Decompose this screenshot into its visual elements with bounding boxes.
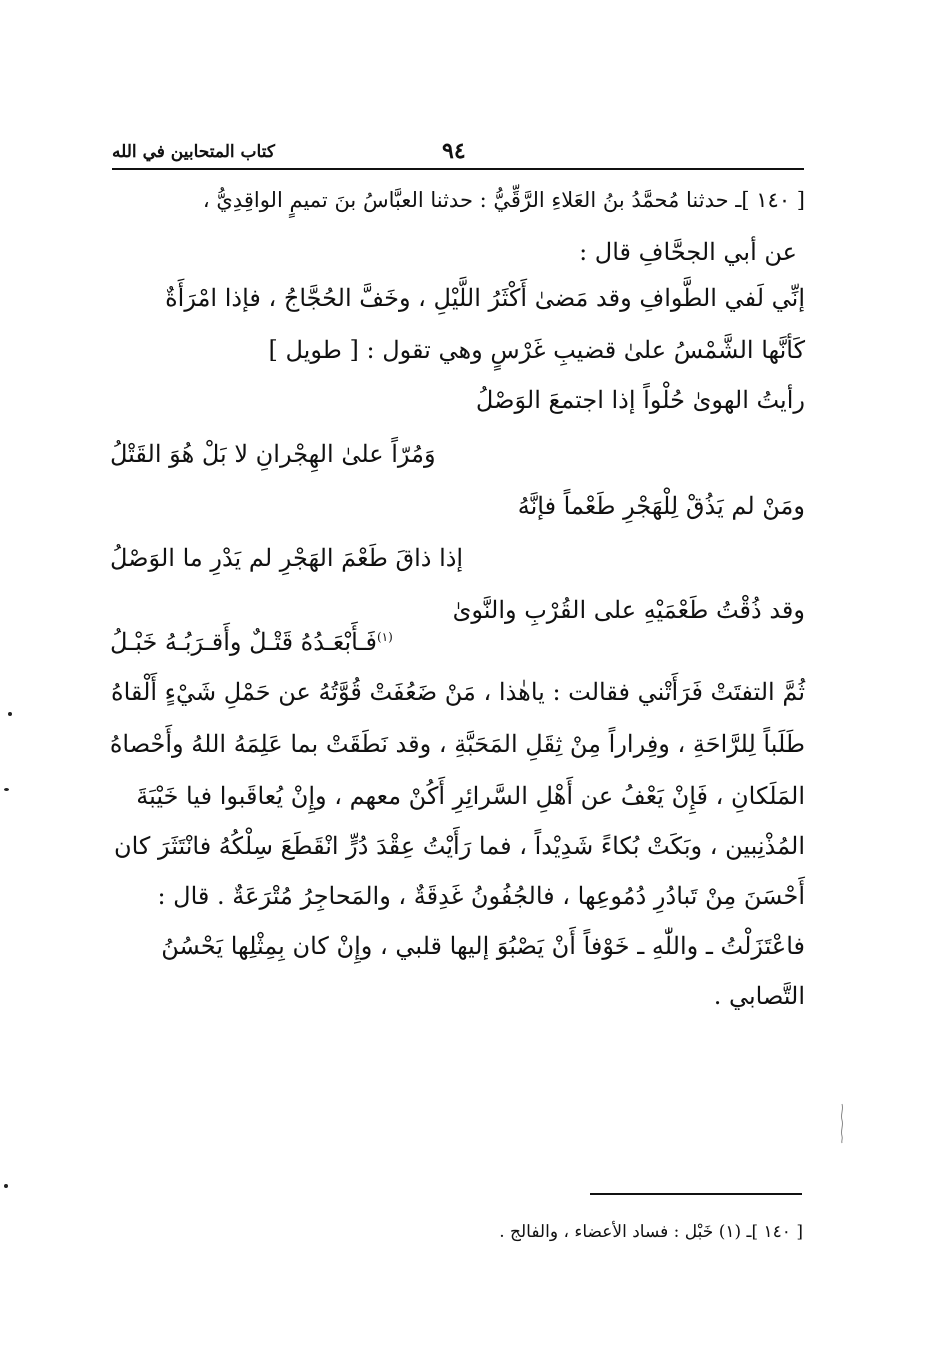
scan-speck xyxy=(4,788,9,791)
margin-mark xyxy=(838,1102,846,1144)
poem-verse xyxy=(110,628,393,656)
page-number: ٩٤ xyxy=(442,138,466,164)
poem-verse-text: فَـأَبْعَـدُهُ قَتْـلٌ وأَقـرَبُـهُ خَبْـلُ xyxy=(110,628,377,656)
text-line: التَّصابي . xyxy=(713,982,805,1010)
text-line: فاعْتَزَلْتُ ـ واللّٰهِ ـ خَوْفاً أَنْ يَصْبُوَ إليها قلبي ، وإِنْ كان بِمِثْلِها يَحْسُنُ xyxy=(161,932,805,960)
header-rule xyxy=(112,168,804,170)
text-line: عن أبي الجحَّافِ قال : xyxy=(579,238,797,266)
page-header xyxy=(112,138,802,168)
text-line: المَلَكانِ ، فَإِنْ يَعْفُ عن أَهْلِ السَّرائِرِ أَكُنْ معهم ، وإِنْ يُعاقَبوا فيا خَيْبَةَ xyxy=(136,782,805,810)
text-line: ثُمَّ التفتَتْ فَرَأَتْني فقالت : ياهٰذا ، مَنْ ضَعُفَتْ قُوَّتُهُ عن حَمْلِ شَيْءٍ أَلْقاهُ xyxy=(111,678,805,706)
scan-speck xyxy=(4,1184,8,1188)
text-line: [ ١٤٠ ]ـ حدثنا مُحمَّدُ بنُ العَلاءِ الرَّقِّيُّ : حدثنا العبَّاسُ بنَ تميمٍ الواقِدِيُّ ، xyxy=(202,188,805,212)
book-title: كتاب المتحابين في الله xyxy=(112,142,275,162)
poem-verse: وَمُرّاً علىٰ الهِجْرانِ لا بَلْ هُوَ القَتْلُ xyxy=(110,440,436,468)
poem-verse: ومَنْ لم يَذُقْ لِلْهَجْرِ طَعْماً فإنَّهُ xyxy=(517,492,805,520)
poem-verse: إذا ذاقَ طَعْمَ الهَجْرِ لم يَدْرِ ما الوَصْلُ xyxy=(110,544,464,572)
text-line: طَلَباً لِلرَّاحَةِ ، وفِراراً مِنْ ثِقَلِ المَحَبَّةِ ، وقد نَطَقَتْ بما عَلِمَهُ اللهُ وأَحْصاهُ xyxy=(109,730,805,758)
footnote: [ ١٤٠ ]ـ (١) خَبْل : فساد الأعضاء ، والفالج . xyxy=(499,1222,803,1242)
text-line: كَأنَّها الشَّمْسُ علىٰ قضيبِ غَرْسٍ وهي تقول : [ طويل ] xyxy=(268,336,805,364)
poem-verse: وقد ذُقْتُ طَعْمَيْهِ على القُرْبِ والنَّوىٰ xyxy=(452,596,805,624)
footnote-rule xyxy=(590,1193,802,1195)
poem-verse: رأيتُ الهوىٰ حُلْواً إذا اجتمعَ الوَصْلُ xyxy=(475,386,805,414)
scan-speck xyxy=(8,712,12,716)
text-line: المُذْنِبين ، وبَكَتْ بُكاءً شَدِيْداً ، فما رَأَيْتُ عِقْدَ دُرٍّ انْقَطَعَ سِلْكُهُ فانْتَثَرَ كان xyxy=(113,832,805,860)
footnote-marker: (١) xyxy=(376,630,393,644)
text-line: أَحْسَنَ مِنْ تَبادُرِ دُمُوعِها ، فالجُفُونُ غَدِقَةٌ ، والمَحاجِرُ مُتْرَعَةٌ . قال : xyxy=(157,882,805,910)
text-line: إنِّي لَفي الطَّوافِ وقد مَضىٰ أَكْثَرُ اللَّيْلِ ، وخَفَّ الحُجَّاجُ ، فإذا امْرَأَةٌ xyxy=(165,284,805,312)
